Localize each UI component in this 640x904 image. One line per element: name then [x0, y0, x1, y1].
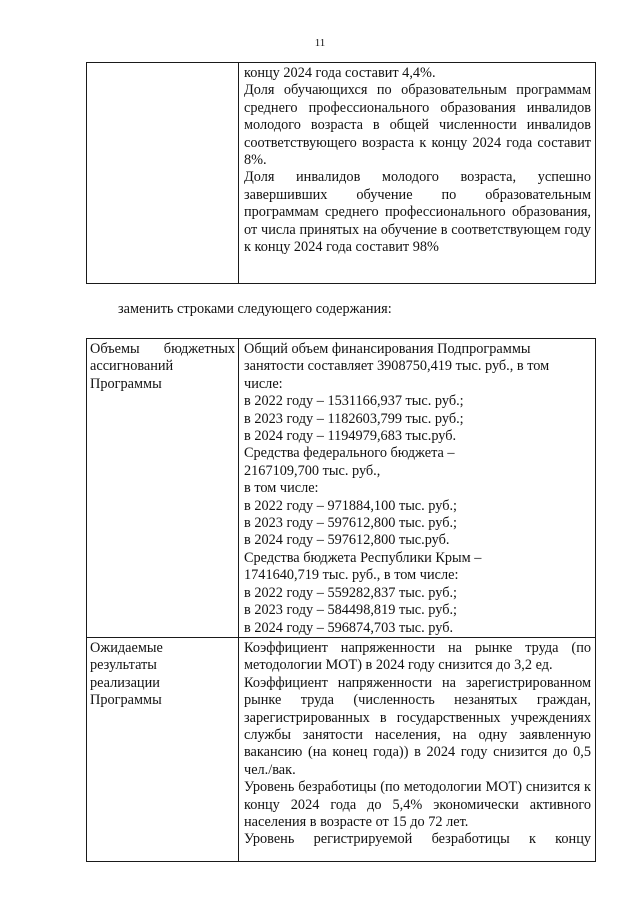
budget-line: в 2022 году – 971884,100 тыс. руб.; [244, 497, 458, 514]
budget-line: в 2023 году – 584498,819 тыс. руб.; [244, 602, 458, 619]
budget-label-cell [87, 339, 239, 638]
budget-line: в 2022 году – 1531166,937 тыс. руб.; [244, 393, 464, 410]
results-label-cell [87, 638, 239, 862]
budget-line: в 2024 году – 596874,703 тыс. руб. [244, 619, 454, 636]
top-para-2: Доля обучающихся по образовательным программам среднего профессионального образования инвалидов молодого возраста в общей численности инвалидов соответствующего возраста к концу 2024 года составит 8%. [244, 82, 591, 169]
results-para-2: Коэффициент напряженности на зарегистрированном рынке труда (численность незанятых граждан, зарегистрированных в государственных учреждениях службы занятости населения, на одну заявленную вакансию (на конец года)) в 2024 году снизится до 0,5 чел./вак. [244, 674, 591, 778]
page-number: 11 [314, 37, 326, 49]
budget-line: в 2022 году – 559282,837 тыс. руб.; [244, 584, 458, 601]
results-para-4: Уровень регистрируемой безработицы к концу [244, 831, 591, 848]
results-label: Ожидаемые результаты реализации Программы [90, 640, 163, 709]
results-para-1: Коэффициент напряженности на рынке труда (по методологии МОТ) в 2024 году снизится до 3,2 ед. [244, 640, 591, 674]
budget-line: числе: [244, 375, 283, 392]
budget-line: в 2023 году – 1182603,799 тыс. руб.; [244, 410, 464, 427]
results-para-3: Уровень безработицы (по методологии МОТ) снизится к концу 2024 года до 5,4% экономически активного населения в возрасте от 15 до 72 лет. [244, 779, 591, 831]
top-table-content-cell [239, 63, 596, 284]
results-row [87, 638, 596, 862]
bottom-table [86, 338, 596, 862]
budget-line: в 2023 году – 597612,800 тыс. руб.; [244, 515, 458, 532]
budget-line: Средства федерального бюджета – [244, 445, 455, 462]
top-table-row [87, 63, 596, 284]
top-para-3: Доля инвалидов молодого возраста, успешно завершивших обучение по образовательным программам среднего профессионального образования, от числа принятых на обучение в соответствующем году к концу 2024 года составит 98% [244, 169, 591, 256]
budget-line: 2167109,700 тыс. руб., [244, 462, 381, 479]
budget-label: Объемы бюджетных ассигнований Программы [90, 341, 235, 392]
top-table [86, 62, 596, 284]
budget-line: в 2024 году – 597612,800 тыс.руб. [244, 532, 450, 549]
replacement-instruction: заменить строками следующего содержания: [118, 301, 392, 317]
budget-line: занятости составляет 3908750,419 тыс. руб., в том [244, 358, 550, 375]
top-table-label-cell [87, 63, 239, 284]
budget-line: в том числе: [244, 480, 319, 497]
results-content-cell [239, 638, 596, 862]
budget-line: в 2024 году – 1194979,683 тыс.руб. [244, 428, 457, 445]
budget-content-cell [239, 339, 596, 638]
budget-row [87, 339, 596, 638]
budget-line: Общий объем финансирования Подпрограммы [244, 341, 531, 357]
budget-line: 1741640,719 тыс. руб., в том числе: [244, 567, 459, 584]
top-para-1: концу 2024 года составит 4,4%. [244, 65, 436, 81]
budget-line: Средства бюджета Республики Крым – [244, 549, 482, 566]
